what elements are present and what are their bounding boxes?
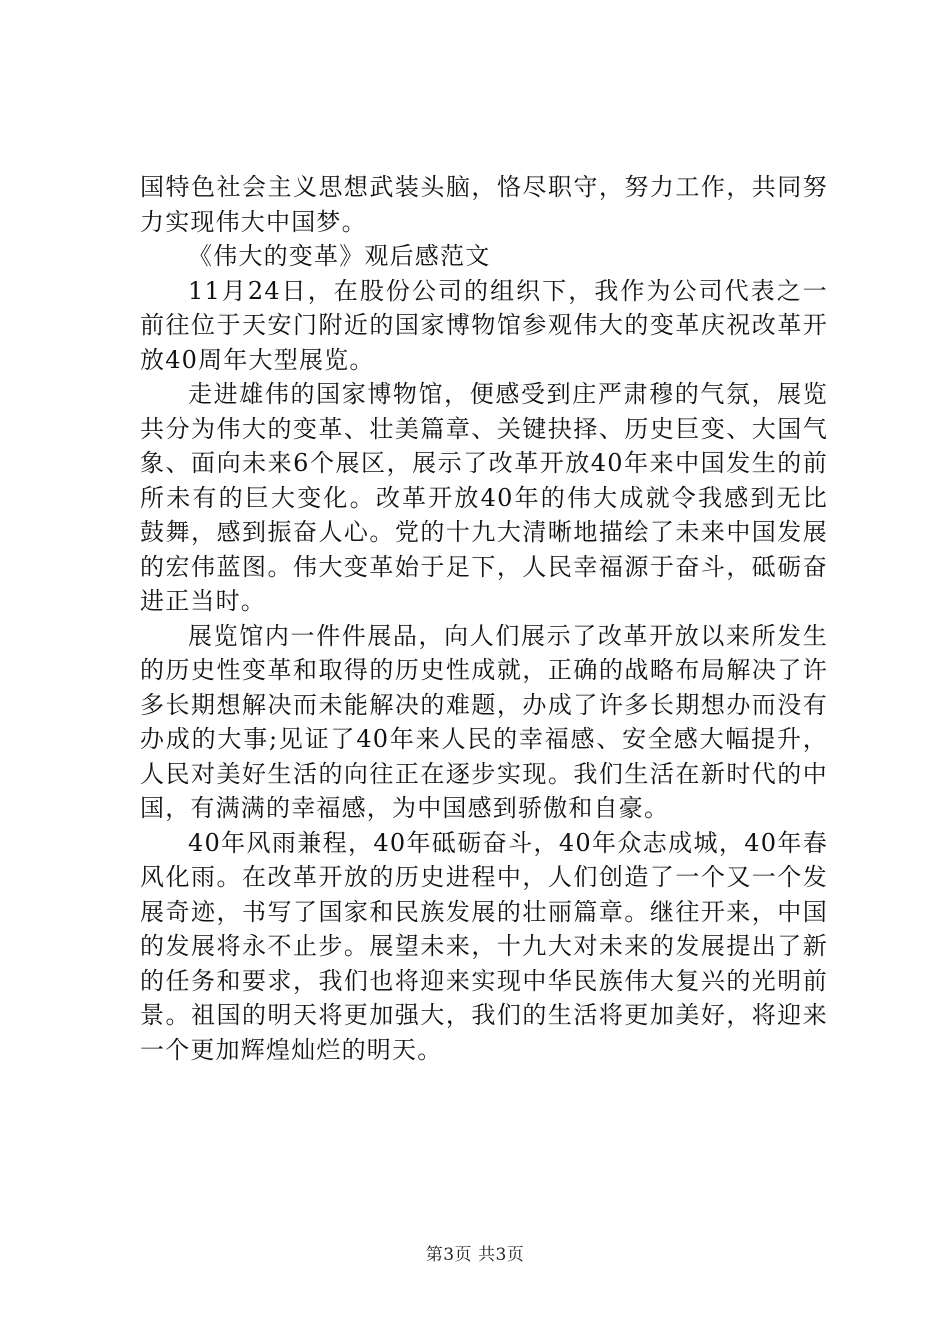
paragraph-future: 40年风雨兼程，40年砥砺奋斗，40年众志成城，40年春风化雨。在改革开放的历史进程中，人们创造了一个又一个发展奇迹，书写了国家和民族发展的壮丽篇章。继往开来，中国的发展将永不止步。展望未来，十九大对未来的发展提出了新的任务和要求，我们也将迎来实现中华民族伟大复兴的光明前景。祖国的明天将更加强大，我们的生活将更加美好，将迎来一个更加辉煌灿烂的明天。 [140,828,828,1064]
continued-paragraph: 国特色社会主义思想武装头脑，恪尽职守，努力工作，共同努力实现伟大中国梦。 [140,173,828,236]
paragraph-exhibits: 展览馆内一件件展品，向人们展示了改革开放以来所发生的历史性变革和取得的历史性成就，正确的战略布局解决了许多长期想解决而未能解决的难题，办成了许多长期想办而没有办成的大事;见证了40年来人民的幸福感、安全感大幅提升，人民对美好生活的向往正在逐步实现。我们生活在新时代的中国，有满满的幸福感，为中国感到骄傲和自豪。 [140,621,828,822]
article-title: 《伟大的变革》观后感范文 [188,242,491,270]
document-body [140,170,828,1067]
page-number-footer: 第3页 共3页 [425,1245,525,1265]
paragraph-museum: 走进雄伟的国家博物馆，便感受到庄严肃穆的气氛，展览共分为伟大的变革、壮美篇章、关键抉择、历史巨变、大国气象、面向未来6个展区，展示了改革开放40年来中国发生的前所未有的巨大变化。改革开放40年的伟大成就令我感到无比鼓舞，感到振奋人心。党的十九大清晰地描绘了未来中国发展的宏伟蓝图。伟大变革始于足下，人民幸福源于奋斗，砥砺奋进正当时。 [140,380,828,615]
paragraph-visit: 11月24日，在股份公司的组织下，我作为公司代表之一前往位于天安门附近的国家博物馆参观伟大的变革庆祝改革开放40周年大型展览。 [140,276,828,374]
